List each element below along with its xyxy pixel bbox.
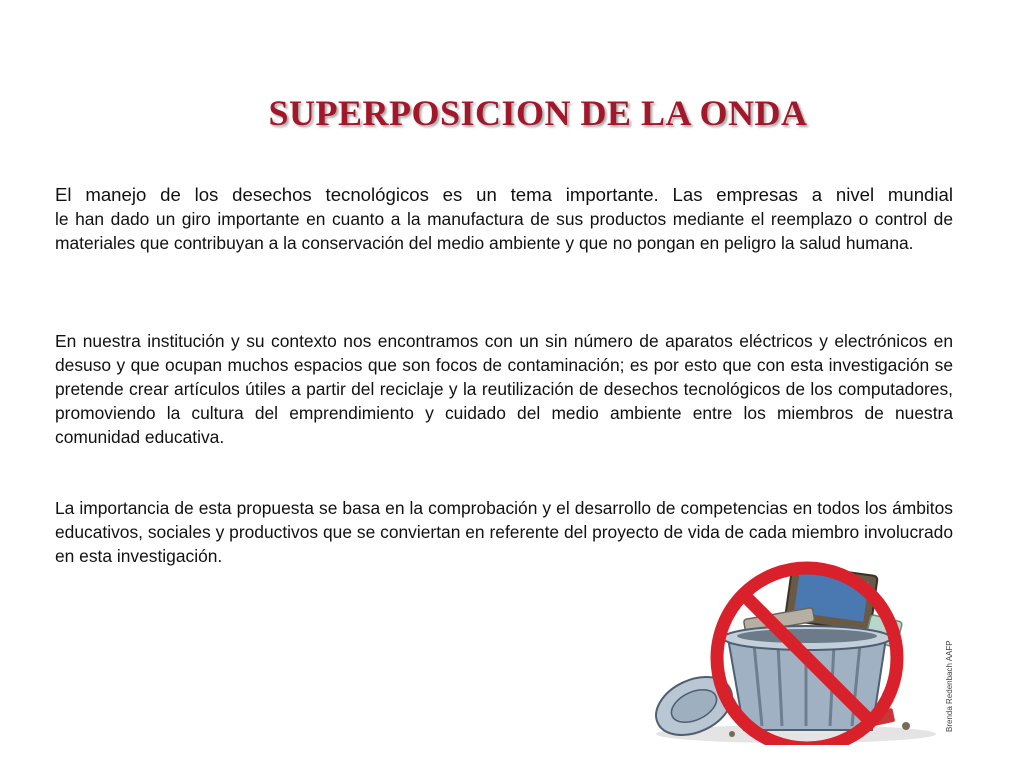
slide-title: SUPERPOSICION DE LA ONDA <box>268 93 808 134</box>
prohibited-trash-can-icon <box>636 560 966 745</box>
paragraph-1-first-line: El manejo de los desechos tecnológicos es un tema importante. Las empresas a nivel mundial <box>55 184 953 205</box>
illustration-credit: Brenda Redenbach AAFP <box>945 640 954 732</box>
paragraph-3: La importancia de esta propuesta se basa en la comprobación y el desarrollo de competencias en todos los ámbitos educativos, sociales y productivos que se conviertan en referente del proyecto de vida de cada miembro involucrado en esta investigación. <box>55 498 953 566</box>
paragraph-1 <box>55 183 953 255</box>
paragraph-1-body: le han dado un giro importante en cuanto a la manufactura de sus productos mediante el reemplazo o control de materiales que contribuyan a la conservación del medio ambiente y que no pongan en peligro la salud humana. <box>55 209 953 253</box>
paragraph-2: En nuestra institución y su contexto nos encontramos con un sin número de aparatos eléctricos y electrónicos en desuso y que ocupan muchos espacios que son focos de contaminación; es por esto que con esta investigación se pretende crear artículos útiles a partir del reciclaje y la reutilización de desechos tecnológicos de los computadores, promoviendo la cultura del emprendimiento y cuidado del medio ambiente entre los miembros de nuestra comunidad educativa. <box>55 331 953 447</box>
